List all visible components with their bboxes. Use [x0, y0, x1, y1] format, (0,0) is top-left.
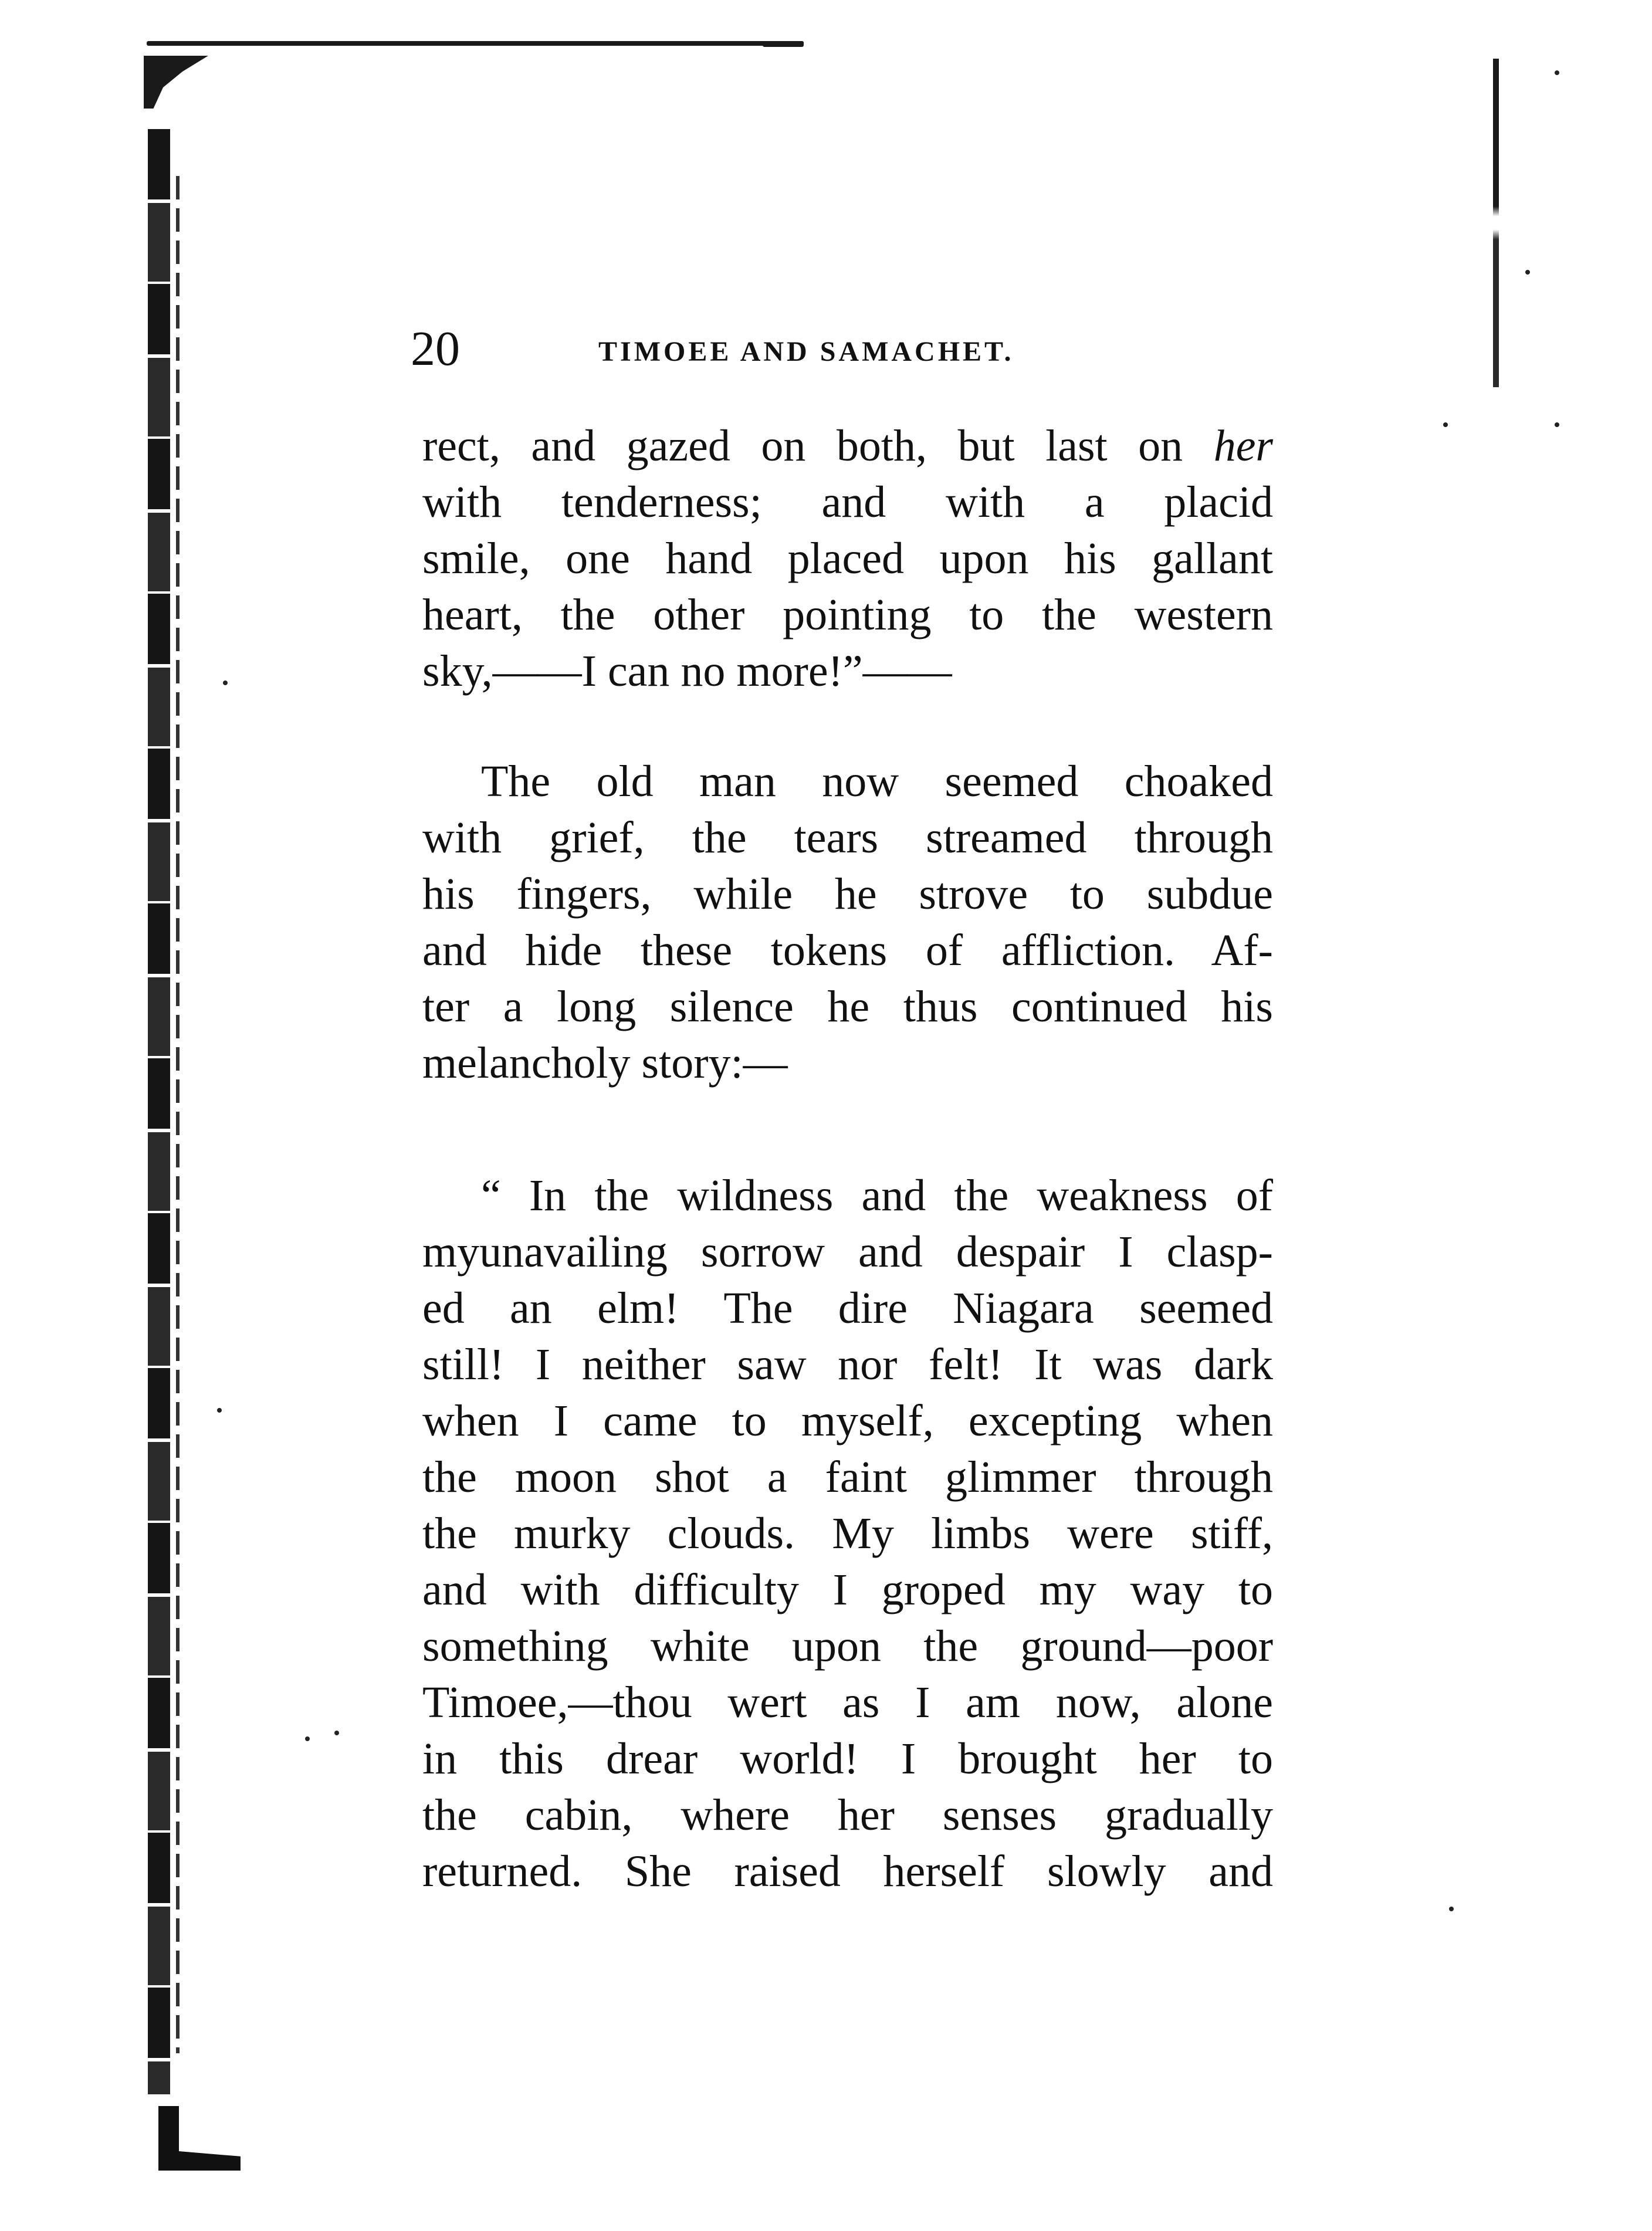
text-line: the cabin, where her senses gradually — [422, 1790, 1273, 1840]
text-line: Timoee,—thou wert as I am now, alone — [422, 1678, 1273, 1727]
binding-foot-mark — [158, 2106, 241, 2171]
text-line: myunavailing sorrow and despair I clasp- — [422, 1227, 1273, 1277]
text-line: and hide these tokens of affliction. Af- — [422, 926, 1273, 975]
text-line: with grief, the tears streamed through — [422, 813, 1273, 862]
text-line: heart, the other pointing to the western — [422, 590, 1273, 639]
text-line: rect, and gazed on both, but last on her — [422, 421, 1273, 470]
book-spine-inner-edge — [176, 176, 180, 2053]
running-head: TIMOEE AND SAMACHET. — [598, 336, 1014, 367]
scan-edge-right — [1493, 59, 1499, 387]
text-line: “ In the wildness and the weakness of — [481, 1171, 1273, 1220]
text-line: still! I neither saw nor felt! It was dark — [422, 1340, 1273, 1389]
text-line: the moon shot a faint glimmer through — [422, 1453, 1273, 1502]
scan-speck — [1525, 270, 1530, 275]
text-line: returned. She raised herself slowly and — [422, 1847, 1273, 1896]
paragraph-gap — [422, 699, 1273, 753]
text-line: ter a long silence he thus continued his — [422, 982, 1273, 1031]
scan-speck — [217, 1408, 222, 1413]
text-line: and with difficulty I groped my way to — [422, 1565, 1273, 1614]
binding-corner-mark — [144, 56, 208, 109]
text-line: something white upon the ground—poor — [422, 1621, 1273, 1671]
body-text — [422, 418, 1273, 1900]
text-line: sky,——I can no more!”—— — [422, 646, 952, 696]
scan-edge-top — [147, 41, 804, 46]
scan-speck — [1555, 70, 1559, 75]
page-number: 20 — [411, 321, 460, 376]
text-line: the murky clouds. My limbs were stiff, — [422, 1509, 1273, 1558]
italic-word: her — [1213, 421, 1273, 470]
scan-speck — [223, 681, 228, 685]
text-line: his fingers, while he strove to subdue — [422, 869, 1273, 919]
scan-speck — [1555, 422, 1559, 427]
text-line: melancholy story:— — [422, 1038, 788, 1088]
scan-speck — [334, 1731, 339, 1735]
text-line: ed an elm! The dire Niagara seemed — [422, 1284, 1273, 1333]
text-line: when I came to myself, excepting when — [422, 1396, 1273, 1445]
scan-edge-top-fragment — [763, 41, 804, 47]
paragraph-gap — [422, 1091, 1273, 1167]
text-line: with tenderness; and with a placid — [422, 478, 1273, 527]
scan-speck — [305, 1736, 310, 1741]
text-line: smile, one hand placed upon his gallant — [422, 534, 1273, 583]
book-spine-edge — [148, 129, 170, 2094]
scan-speck — [1449, 1907, 1454, 1911]
text-line: The old man now seemed choaked — [481, 757, 1273, 806]
scan-speck — [1443, 422, 1448, 427]
text-line: in this drear world! I brought her to — [422, 1734, 1273, 1783]
page-header — [411, 320, 1273, 378]
